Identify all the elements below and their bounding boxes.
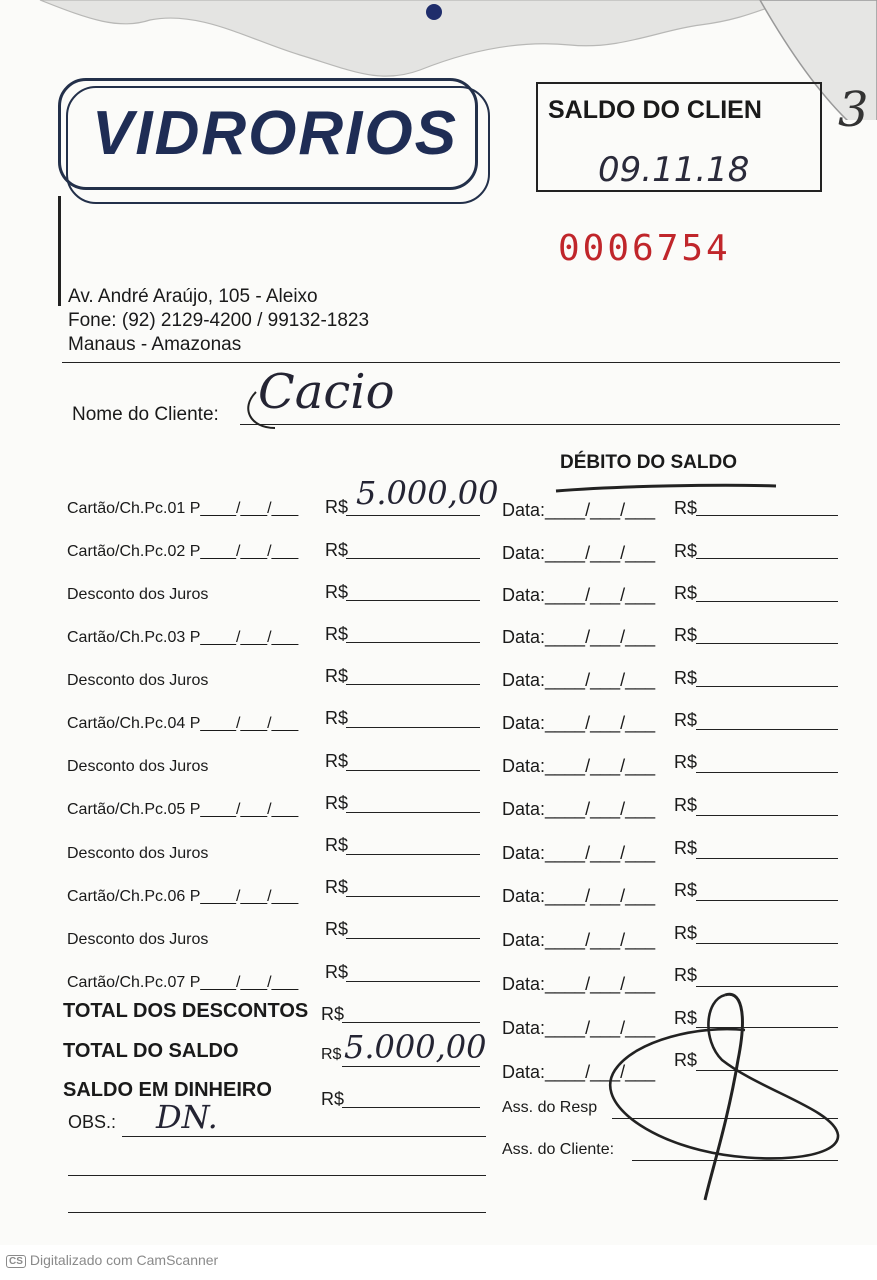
obs-value: DN. (156, 1098, 218, 1136)
page-mark: 3 (838, 82, 869, 138)
total-descontos-label: TOTAL DOS DESCONTOS (63, 1000, 309, 1022)
row-date: Data:____/___/___ (502, 543, 656, 563)
row-rs2: R$ (674, 923, 698, 943)
camscanner-icon: CS (6, 1255, 26, 1268)
row-rs: R$ (325, 708, 349, 728)
debit-header: DÉBITO DO SALDO (560, 452, 737, 473)
handwritten-date: 09.11.18 (598, 150, 750, 190)
row-label: Cartão/Ch.Pc.04 P____/___/___ (67, 715, 299, 732)
saldo-title: SALDO DO CLIEN (548, 96, 762, 124)
row-date: Data:____/___/___ (502, 974, 656, 994)
saldo-dinheiro-rs: R$ (321, 1089, 345, 1109)
row-rs: R$ (325, 666, 349, 686)
total-saldo-label: TOTAL DO SALDO (63, 1040, 239, 1062)
row-date: Data:____/___/___ (502, 585, 656, 605)
row-rs2: R$ (674, 625, 698, 645)
total-descontos-rs: R$ (321, 1004, 345, 1024)
extra-rs: R$ (674, 1050, 698, 1070)
row-label: Desconto dos Juros (67, 758, 209, 775)
row-label: Desconto dos Juros (67, 931, 209, 948)
row-label: Desconto dos Juros (67, 672, 209, 689)
row-date: Data:____/___/___ (502, 627, 656, 647)
address-street: Av. André Araújo, 105 - Aleixo (68, 286, 318, 307)
row-rs: R$ (325, 962, 349, 982)
extra-rs: R$ (674, 1008, 698, 1028)
row-label: Cartão/Ch.Pc.05 P____/___/___ (67, 801, 299, 818)
row-rs2: R$ (674, 838, 698, 858)
row-date: Data:____/___/___ (502, 930, 656, 950)
client-name: Cacio (258, 364, 395, 420)
row-rs: R$ (325, 751, 349, 771)
row-label: Cartão/Ch.Pc.03 P____/___/___ (67, 629, 299, 646)
row-rs2: R$ (674, 880, 698, 900)
row-label: Desconto dos Juros (67, 586, 209, 603)
row-rs2: R$ (674, 710, 698, 730)
row-label: Desconto dos Juros (67, 845, 209, 862)
row-date: Data:____/___/___ (502, 713, 656, 733)
address-phone: Fone: (92) 2129-4200 / 99132-1823 (68, 310, 370, 331)
company-logo: VIDRORIOS (92, 99, 458, 168)
row-label: Cartão/Ch.Pc.06 P____/___/___ (67, 888, 299, 905)
row-rs2: R$ (674, 541, 698, 561)
row-rs2: R$ (674, 752, 698, 772)
row-date: Data:____/___/___ (502, 886, 656, 906)
row-date: Data:____/___/___ (502, 843, 656, 863)
client-label: Nome do Cliente: (72, 404, 219, 425)
row-rs2: R$ (674, 583, 698, 603)
row-rs: R$ (325, 582, 349, 602)
total-saldo-rs: R$ (321, 1046, 342, 1063)
row-label: Cartão/Ch.Pc.01 P____/___/___ (67, 500, 299, 517)
row-date: Data:____/___/___ (502, 756, 656, 776)
row-rs2: R$ (674, 498, 698, 518)
resp-sign-label: Ass. do Resp (502, 1099, 598, 1116)
extra-date: Data:____/___/___ (502, 1062, 656, 1082)
row-rs: R$ (325, 497, 349, 517)
serial-number: 0006754 (558, 228, 731, 269)
obs-label: OBS.: (68, 1112, 117, 1132)
row-label: Cartão/Ch.Pc.07 P____/___/___ (67, 974, 299, 991)
saldo-dinheiro-label: SALDO EM DINHEIRO (63, 1079, 272, 1101)
row-rs: R$ (325, 919, 349, 939)
row-date: Data:____/___/___ (502, 670, 656, 690)
row-date: Data:____/___/___ (502, 500, 656, 520)
row-rs2: R$ (674, 795, 698, 815)
row-rs: R$ (325, 835, 349, 855)
row-rs: R$ (325, 793, 349, 813)
row-rs: R$ (325, 540, 349, 560)
row-rs: R$ (325, 877, 349, 897)
address-city: Manaus - Amazonas (68, 334, 242, 355)
row-rs2: R$ (674, 965, 698, 985)
row-rs: R$ (325, 624, 349, 644)
row-date: Data:____/___/___ (502, 799, 656, 819)
row-amount: 5.000,00 (356, 474, 499, 512)
client-sign-label: Ass. do Cliente: (502, 1141, 615, 1158)
row-rs2: R$ (674, 668, 698, 688)
scanner-text: Digitalizado com CamScanner (29, 1252, 219, 1268)
total-saldo-value: 5.000,00 (344, 1028, 487, 1066)
extra-date: Data:____/___/___ (502, 1018, 656, 1038)
scanner-watermark (6, 1252, 218, 1268)
row-label: Cartão/Ch.Pc.02 P____/___/___ (67, 543, 299, 560)
